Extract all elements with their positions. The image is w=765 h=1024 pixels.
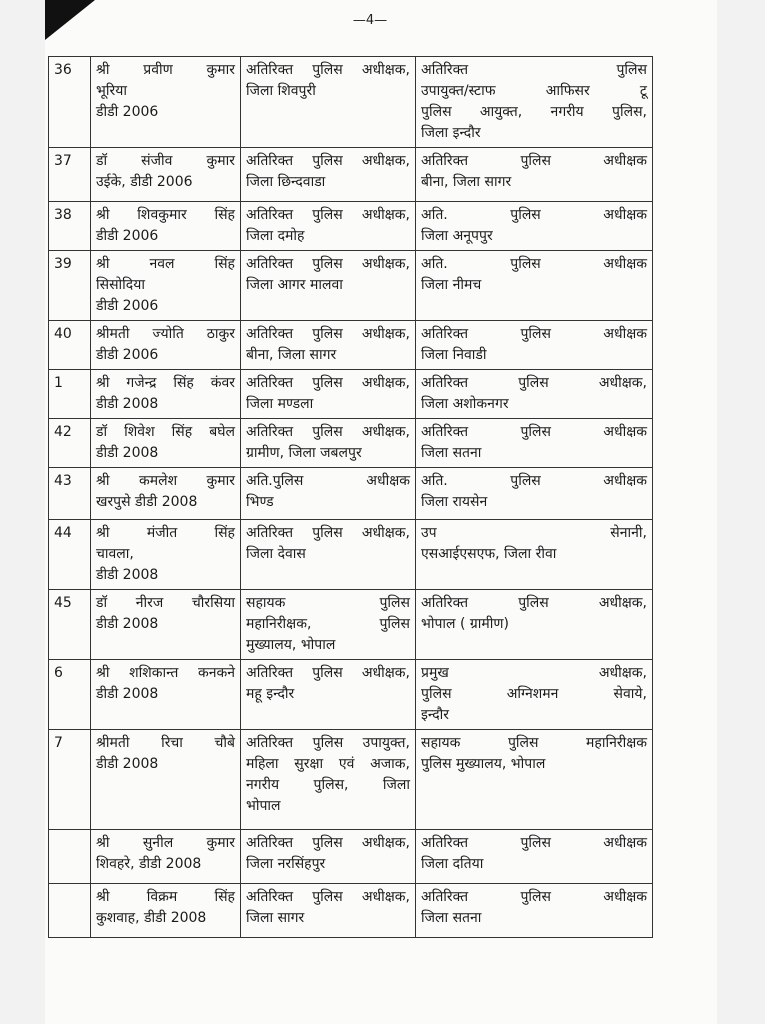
cell-line: जिला इन्दौर [421,125,481,141]
serial-number: 43 [49,468,91,520]
cell-line: जिला आगर मालवा [246,277,343,293]
cell-line: जिला निवाडी [421,347,487,363]
cell-line: अति. पुलिस अधीक्षक [421,207,647,223]
cell-line: खरपुसे डीडी 2008 [96,494,198,510]
cell-line: नगरीय पुलिस, जिला [246,777,410,793]
new-posting-cell [416,730,653,830]
cell-line: डीडी 2008 [96,756,159,772]
cell-line: जिला सतना [421,910,482,926]
cell-line: जिला छिन्दवाडा [246,174,326,190]
current-posting-cell [241,520,416,590]
new-posting-cell [416,419,653,468]
cell-line: ग्रामीण, जिला जबलपुर [246,445,362,461]
new-posting-cell [416,468,653,520]
cell-line: सहायक पुलिस [246,595,410,611]
current-posting-cell [241,730,416,830]
cell-line: जिला दतिया [421,856,484,872]
officer-name-cell [91,660,241,730]
table-row [49,370,653,419]
officer-name-cell [91,520,241,590]
cell-line: पुलिस मुख्यालय, भोपाल [421,756,546,772]
officer-name-cell [91,202,241,251]
current-posting-cell [241,884,416,938]
cell-line: एसआईएसएफ, जिला रीवा [421,546,557,562]
current-posting-cell [241,202,416,251]
cell-line: अतिरिक्त पुलिस अधीक्षक, [246,424,410,440]
page-number: —4— [352,13,388,28]
cell-line: डीडी 2008 [96,396,159,412]
cell-line: डीडी 2006 [96,347,159,363]
current-posting-cell [241,57,416,148]
cell-line: कुशवाह, डीडी 2008 [96,910,207,926]
cell-line: अतिरिक्त पुलिस अधीक्षक [421,424,647,440]
cell-line: अतिरिक्त पुलिस अधीक्षक, [246,207,410,223]
table-row [49,321,653,370]
serial-number: 42 [49,419,91,468]
cell-line: भूरिया [96,83,127,99]
cell-line: महानिरीक्षक, पुलिस [246,616,410,632]
cell-line: प्रमुख अधीक्षक, [421,665,647,681]
cell-line: अतिरिक्त पुलिस उपायुक्त, [246,735,410,751]
new-posting-cell [416,57,653,148]
current-posting-cell [241,590,416,660]
serial-number: 7 [49,730,91,830]
officer-name-cell [91,730,241,830]
officer-name-cell [91,370,241,419]
officer-name-cell [91,419,241,468]
cell-line: श्री नवल सिंह [96,256,235,272]
table-row [49,251,653,321]
cell-line: अतिरिक्त पुलिस [421,62,647,78]
cell-line: अतिरिक्त पुलिस अधीक्षक, [246,525,410,541]
new-posting-cell [416,202,653,251]
current-posting-cell [241,419,416,468]
cell-line: जिला रायसेन [421,494,488,510]
cell-line: अतिरिक्त पुलिस अधीक्षक, [246,665,410,681]
officer-name-cell [91,148,241,202]
serial-number: 37 [49,148,91,202]
table-row [49,419,653,468]
cell-line: श्री कमलेश कुमार [96,473,235,489]
cell-line: जिला मण्डला [246,396,314,412]
serial-number: 36 [49,57,91,148]
cell-line: डीडी 2006 [96,228,159,244]
cell-line: अतिरिक्त पुलिस अधीक्षक, [246,835,410,851]
cell-line: श्री विक्रम सिंह [96,889,235,905]
new-posting-cell [416,884,653,938]
new-posting-cell [416,520,653,590]
cell-line: भोपाल ( ग्रामीण) [421,616,510,632]
cell-line: महिला सुरक्षा एवं अजाक, [246,756,410,772]
officer-name-cell [91,590,241,660]
cell-line: जिला सागर [246,910,305,926]
table-row [49,148,653,202]
officer-name-cell [91,251,241,321]
current-posting-cell [241,660,416,730]
cell-line: श्री गजेन्द्र सिंह कंवर [96,375,235,391]
cell-line: जिला नरसिंहपुर [246,856,326,872]
cell-line: उप सेनानी, [421,525,647,541]
serial-number: 1 [49,370,91,419]
new-posting-cell [416,660,653,730]
officer-name-cell [91,830,241,884]
serial-number: 40 [49,321,91,370]
table-row [49,468,653,520]
cell-line: डॉ शिवेश सिंह बघेल [96,424,235,440]
cell-line: श्रीमती ज्योति ठाकुर [96,326,235,342]
cell-line: बीना, जिला सागर [246,347,337,363]
serial-number: 38 [49,202,91,251]
table-row [49,202,653,251]
current-posting-cell [241,148,416,202]
serial-number: 6 [49,660,91,730]
cell-line: जिला देवास [246,546,306,562]
cell-line: अतिरिक्त पुलिस अधीक्षक [421,326,647,342]
officer-name-cell [91,321,241,370]
cell-line: जिला अशोकनगर [421,396,509,412]
officer-name-cell [91,884,241,938]
cell-line: डीडी 2008 [96,616,159,632]
cell-line: अतिरिक्त पुलिस अधीक्षक, [246,62,410,78]
officer-name-cell [91,57,241,148]
table-row [49,830,653,884]
cell-line: इन्दौर [421,707,449,723]
serial-number [49,830,91,884]
cell-line: भिण्ड [246,494,274,510]
table-row [49,520,653,590]
cell-line: उपायुक्त/स्टाफ आफिसर टू [421,83,647,99]
cell-line: डीडी 2008 [96,686,159,702]
cell-line: मुख्यालय, भोपाल [246,637,336,653]
cell-line: डॉ संजीव कुमार [96,153,235,169]
serial-number: 44 [49,520,91,590]
current-posting-cell [241,251,416,321]
cell-line: अतिरिक्त पुलिस अधीक्षक, [421,595,647,611]
current-posting-cell [241,468,416,520]
cell-line: श्री मंजीत सिंह [96,525,235,541]
new-posting-cell [416,590,653,660]
cell-line: शिवहरे, डीडी 2008 [96,856,202,872]
new-posting-cell [416,321,653,370]
cell-line: अतिरिक्त पुलिस अधीक्षक [421,153,647,169]
cell-line: चावला, [96,546,134,562]
current-posting-cell [241,321,416,370]
serial-number: 45 [49,590,91,660]
cell-line: भोपाल [246,798,281,814]
cell-line: जिला नीमच [421,277,482,293]
cell-line: अतिरिक्त पुलिस अधीक्षक [421,835,647,851]
cell-line: डॉ नीरज चौरसिया [96,595,235,611]
cell-line: अतिरिक्त पुलिस अधीक्षक, [246,326,410,342]
cell-line: श्री शिवकुमार सिंह [96,207,235,223]
cell-line: श्री शशिकान्त कनकने [96,665,235,681]
cell-line: डीडी 2008 [96,445,159,461]
table-row [49,660,653,730]
cell-line: जिला शिवपुरी [246,83,316,99]
dark-corner-fold [45,0,95,40]
serial-number: 39 [49,251,91,321]
cell-line: डीडी 2006 [96,298,159,314]
cell-line: डीडी 2006 [96,104,159,120]
cell-line: श्री सुनील कुमार [96,835,235,851]
serial-number [49,884,91,938]
cell-line: पुलिस अग्निशमन सेवाये, [421,686,647,702]
cell-line: महू इन्दौर [246,686,295,702]
cell-line: श्री प्रवीण कुमार [96,62,235,78]
new-posting-cell [416,148,653,202]
table-row [49,590,653,660]
transfer-list-table [48,56,653,938]
cell-line: अतिरिक्त पुलिस अधीक्षक, [246,375,410,391]
cell-line: जिला सतना [421,445,482,461]
current-posting-cell [241,830,416,884]
cell-line: पुलिस आयुक्त, नगरीय पुलिस, [421,104,647,120]
cell-line: अति. पुलिस अधीक्षक [421,473,647,489]
new-posting-cell [416,251,653,321]
cell-line: डीडी 2008 [96,567,159,583]
cell-line: अतिरिक्त पुलिस अधीक्षक, [246,153,410,169]
cell-line: सिसोदिया [96,277,145,293]
cell-line: अतिरिक्त पुलिस अधीक्षक, [246,256,410,272]
table-row [49,57,653,148]
cell-line: सहायक पुलिस महानिरीक्षक [421,735,647,751]
officer-name-cell [91,468,241,520]
cell-line: अति. पुलिस अधीक्षक [421,256,647,272]
new-posting-cell [416,830,653,884]
cell-line: अतिरिक्त पुलिस अधीक्षक [421,889,647,905]
new-posting-cell [416,370,653,419]
cell-line: अतिरिक्त पुलिस अधीक्षक, [246,889,410,905]
cell-line: अतिरिक्त पुलिस अधीक्षक, [421,375,647,391]
cell-line: जिला अनूपपुर [421,228,493,244]
table-row [49,730,653,830]
cell-line: श्रीमती रिचा चौबे [96,735,235,751]
cell-line: अति.पुलिस अधीक्षक [246,473,410,489]
cell-line: जिला दमोह [246,228,305,244]
table-row [49,884,653,938]
current-posting-cell [241,370,416,419]
cell-line: उईके, डीडी 2006 [96,174,193,190]
cell-line: बीना, जिला सागर [421,174,512,190]
